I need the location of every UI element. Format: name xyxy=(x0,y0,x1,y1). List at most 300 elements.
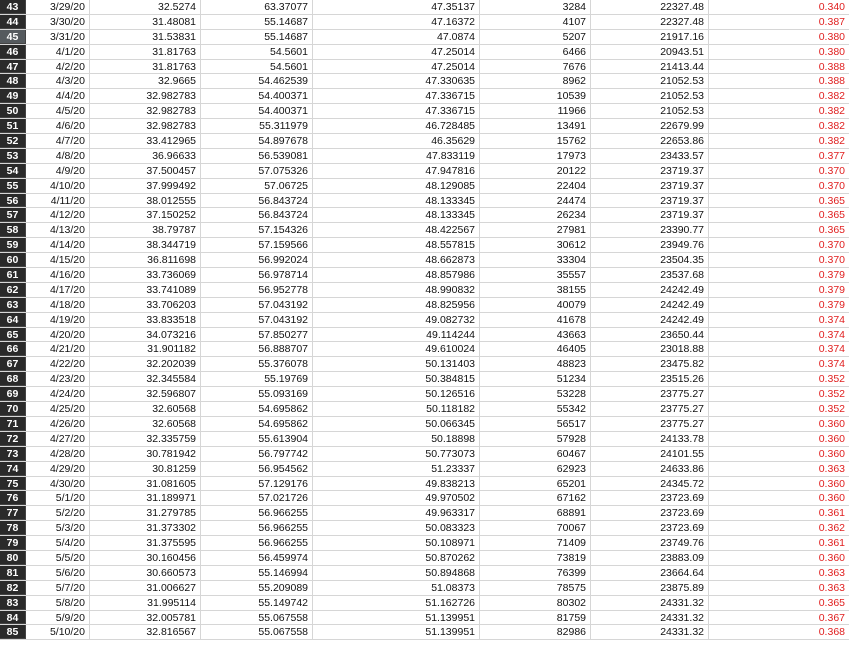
table-cell[interactable]: 0.388 xyxy=(818,75,845,88)
table-cell[interactable]: 4/5/20 xyxy=(26,104,90,118)
table-cell[interactable]: 36.96633 xyxy=(90,149,201,163)
table-cell[interactable]: 23537.68 xyxy=(591,268,709,282)
table-cell[interactable]: 81759 xyxy=(480,611,591,625)
table-cell[interactable]: 46405 xyxy=(480,342,591,356)
table-cell[interactable]: 0.380 xyxy=(818,30,845,43)
table-row[interactable] xyxy=(0,223,849,238)
table-row[interactable] xyxy=(0,298,849,313)
table-cell[interactable]: 43663 xyxy=(480,328,591,342)
row-header[interactable]: 60 xyxy=(0,253,26,267)
table-row[interactable] xyxy=(0,462,849,477)
table-cell[interactable]: 24242.49 xyxy=(591,283,709,297)
table-cell[interactable]: 55.093169 xyxy=(201,387,313,401)
table-cell[interactable]: 31.995114 xyxy=(90,596,201,610)
table-cell[interactable]: 27981 xyxy=(480,223,591,237)
table-cell[interactable]: 0.352 xyxy=(818,388,845,401)
table-cell[interactable]: 51234 xyxy=(480,372,591,386)
row-header[interactable]: 66 xyxy=(0,342,26,356)
table-cell[interactable]: 55.311979 xyxy=(201,119,313,133)
table-cell[interactable]: 5/4/20 xyxy=(26,536,90,550)
table-cell[interactable]: 4/12/20 xyxy=(26,208,90,222)
table-cell[interactable]: 4/29/20 xyxy=(26,462,90,476)
row-header[interactable]: 80 xyxy=(0,551,26,565)
row-header[interactable]: 46 xyxy=(0,45,26,59)
table-cell[interactable]: 26234 xyxy=(480,208,591,222)
table-cell[interactable]: 23749.76 xyxy=(591,536,709,550)
table-cell[interactable]: 56517 xyxy=(480,417,591,431)
table-cell[interactable]: 4/30/20 xyxy=(26,477,90,491)
table-cell[interactable]: 62923 xyxy=(480,462,591,476)
table-cell[interactable]: 55342 xyxy=(480,402,591,416)
row-header[interactable]: 85 xyxy=(0,625,26,639)
table-cell[interactable]: 4/7/20 xyxy=(26,134,90,148)
table-cell[interactable]: 0.352 xyxy=(818,373,845,386)
table-cell[interactable]: 3/31/20 xyxy=(26,30,90,44)
table-cell[interactable]: 37.999492 xyxy=(90,179,201,193)
table-cell[interactable]: 49.970502 xyxy=(313,491,480,505)
table-cell[interactable]: 32.5274 xyxy=(90,0,201,14)
table-cell[interactable]: 47.833119 xyxy=(313,149,480,163)
table-cell[interactable]: 3284 xyxy=(480,0,591,14)
table-row[interactable] xyxy=(0,149,849,164)
table-cell[interactable]: 0.361 xyxy=(818,537,845,550)
table-cell[interactable]: 21052.53 xyxy=(591,89,709,103)
table-cell[interactable]: 54.897678 xyxy=(201,134,313,148)
table-cell[interactable]: 37.500457 xyxy=(90,164,201,178)
table-row[interactable] xyxy=(0,611,849,626)
table-cell[interactable]: 0.368 xyxy=(818,626,845,639)
table-cell[interactable]: 48.825956 xyxy=(313,298,480,312)
table-cell[interactable]: 32.335759 xyxy=(90,432,201,446)
table-row[interactable] xyxy=(0,551,849,566)
row-header[interactable]: 51 xyxy=(0,119,26,133)
table-cell[interactable]: 0.387 xyxy=(818,15,845,28)
row-header[interactable]: 43 xyxy=(0,0,26,14)
row-header[interactable]: 62 xyxy=(0,283,26,297)
row-header[interactable]: 50 xyxy=(0,104,26,118)
table-cell[interactable]: 4107 xyxy=(480,15,591,29)
table-cell[interactable]: 31.48081 xyxy=(90,15,201,29)
row-header[interactable]: 59 xyxy=(0,238,26,252)
table-row[interactable] xyxy=(0,74,849,89)
table-cell[interactable]: 57.075326 xyxy=(201,164,313,178)
table-cell[interactable]: 36.811698 xyxy=(90,253,201,267)
row-header[interactable]: 81 xyxy=(0,566,26,580)
table-cell[interactable]: 30612 xyxy=(480,238,591,252)
table-cell[interactable]: 67162 xyxy=(480,491,591,505)
table-cell[interactable]: 50.131403 xyxy=(313,357,480,371)
row-header[interactable]: 48 xyxy=(0,74,26,88)
table-cell[interactable]: 4/9/20 xyxy=(26,164,90,178)
table-cell[interactable]: 32.816567 xyxy=(90,625,201,639)
table-cell[interactable]: 22404 xyxy=(480,179,591,193)
table-cell[interactable]: 33.706203 xyxy=(90,298,201,312)
table-cell[interactable]: 32.596807 xyxy=(90,387,201,401)
table-cell[interactable]: 23775.27 xyxy=(591,402,709,416)
table-cell[interactable]: 32.005781 xyxy=(90,611,201,625)
table-cell[interactable]: 3/29/20 xyxy=(26,0,90,14)
table-row[interactable] xyxy=(0,253,849,268)
table-cell[interactable]: 49.838213 xyxy=(313,477,480,491)
table-cell[interactable]: 51.139951 xyxy=(313,625,480,639)
table-cell[interactable]: 23018.88 xyxy=(591,342,709,356)
row-header[interactable]: 64 xyxy=(0,313,26,327)
table-cell[interactable]: 24242.49 xyxy=(591,313,709,327)
table-row[interactable] xyxy=(0,477,849,492)
table-cell[interactable]: 55.14687 xyxy=(201,30,313,44)
table-cell[interactable]: 23875.89 xyxy=(591,581,709,595)
table-cell[interactable]: 56.888707 xyxy=(201,342,313,356)
table-cell[interactable]: 37.150252 xyxy=(90,208,201,222)
table-row[interactable] xyxy=(0,0,849,15)
table-row[interactable] xyxy=(0,566,849,581)
table-cell[interactable]: 0.379 xyxy=(818,298,845,311)
table-cell[interactable]: 54.5601 xyxy=(201,60,313,74)
table-row[interactable] xyxy=(0,417,849,432)
table-cell[interactable]: 80302 xyxy=(480,596,591,610)
table-cell[interactable]: 4/23/20 xyxy=(26,372,90,386)
table-cell[interactable]: 55.376078 xyxy=(201,357,313,371)
table-row[interactable] xyxy=(0,15,849,30)
table-cell[interactable]: 22679.99 xyxy=(591,119,709,133)
table-cell[interactable]: 23775.27 xyxy=(591,417,709,431)
table-cell[interactable]: 50.870262 xyxy=(313,551,480,565)
table-cell[interactable]: 55.146994 xyxy=(201,566,313,580)
table-cell[interactable]: 50.894868 xyxy=(313,566,480,580)
table-cell[interactable]: 4/2/20 xyxy=(26,60,90,74)
table-cell[interactable]: 50.773073 xyxy=(313,447,480,461)
row-header[interactable]: 58 xyxy=(0,223,26,237)
table-cell[interactable]: 55.613904 xyxy=(201,432,313,446)
table-cell[interactable]: 5/1/20 xyxy=(26,491,90,505)
table-cell[interactable]: 23883.09 xyxy=(591,551,709,565)
table-cell[interactable]: 57.129176 xyxy=(201,477,313,491)
table-cell[interactable]: 82986 xyxy=(480,625,591,639)
table-row[interactable] xyxy=(0,238,849,253)
table-row[interactable] xyxy=(0,625,849,640)
table-cell[interactable]: 23650.44 xyxy=(591,328,709,342)
table-cell[interactable]: 24474 xyxy=(480,194,591,208)
table-cell[interactable]: 33.412965 xyxy=(90,134,201,148)
table-cell[interactable]: 24331.32 xyxy=(591,625,709,639)
table-cell[interactable]: 5/3/20 xyxy=(26,521,90,535)
table-row[interactable] xyxy=(0,372,849,387)
table-cell[interactable]: 47.35137 xyxy=(313,0,480,14)
table-cell[interactable]: 0.374 xyxy=(818,328,845,341)
table-cell[interactable]: 48.990832 xyxy=(313,283,480,297)
table-cell[interactable]: 54.695862 xyxy=(201,417,313,431)
table-cell[interactable]: 68891 xyxy=(480,506,591,520)
table-cell[interactable]: 23390.77 xyxy=(591,223,709,237)
table-cell[interactable]: 4/18/20 xyxy=(26,298,90,312)
table-cell[interactable]: 0.365 xyxy=(818,224,845,237)
table-cell[interactable]: 0.382 xyxy=(818,135,845,148)
row-header[interactable]: 63 xyxy=(0,298,26,312)
table-cell[interactable]: 4/3/20 xyxy=(26,74,90,88)
table-cell[interactable]: 23504.35 xyxy=(591,253,709,267)
table-cell[interactable]: 34.073216 xyxy=(90,328,201,342)
table-cell[interactable]: 30.160456 xyxy=(90,551,201,565)
table-cell[interactable]: 49.082732 xyxy=(313,313,480,327)
row-header[interactable]: 79 xyxy=(0,536,26,550)
table-cell[interactable]: 21052.53 xyxy=(591,74,709,88)
table-cell[interactable]: 4/26/20 xyxy=(26,417,90,431)
row-header[interactable]: 68 xyxy=(0,372,26,386)
table-cell[interactable]: 56.978714 xyxy=(201,268,313,282)
table-cell[interactable]: 0.360 xyxy=(818,551,845,564)
table-cell[interactable]: 30.81259 xyxy=(90,462,201,476)
row-header[interactable]: 52 xyxy=(0,134,26,148)
table-cell[interactable]: 50.108971 xyxy=(313,536,480,550)
table-cell[interactable]: 4/15/20 xyxy=(26,253,90,267)
table-cell[interactable]: 5/9/20 xyxy=(26,611,90,625)
table-cell[interactable]: 31.81763 xyxy=(90,45,201,59)
table-cell[interactable]: 32.982783 xyxy=(90,104,201,118)
table-cell[interactable]: 20943.51 xyxy=(591,45,709,59)
table-cell[interactable]: 4/11/20 xyxy=(26,194,90,208)
table-row[interactable] xyxy=(0,387,849,402)
row-header[interactable]: 74 xyxy=(0,462,26,476)
table-cell[interactable]: 56.992024 xyxy=(201,253,313,267)
table-cell[interactable]: 0.370 xyxy=(818,179,845,192)
table-cell[interactable]: 24101.55 xyxy=(591,447,709,461)
table-cell[interactable]: 51.162726 xyxy=(313,596,480,610)
table-cell[interactable]: 23719.37 xyxy=(591,194,709,208)
table-cell[interactable]: 55.14687 xyxy=(201,15,313,29)
table-cell[interactable]: 23723.69 xyxy=(591,506,709,520)
table-row[interactable] xyxy=(0,119,849,134)
table-cell[interactable]: 56.539081 xyxy=(201,149,313,163)
table-cell[interactable]: 57.021726 xyxy=(201,491,313,505)
row-header[interactable]: 78 xyxy=(0,521,26,535)
table-cell[interactable]: 35557 xyxy=(480,268,591,282)
table-cell[interactable]: 49.610024 xyxy=(313,342,480,356)
table-cell[interactable]: 10539 xyxy=(480,89,591,103)
table-cell[interactable]: 0.363 xyxy=(818,581,845,594)
table-cell[interactable]: 57.043192 xyxy=(201,313,313,327)
table-cell[interactable]: 57928 xyxy=(480,432,591,446)
table-cell[interactable]: 56.954562 xyxy=(201,462,313,476)
row-header[interactable]: 47 xyxy=(0,60,26,74)
table-row[interactable] xyxy=(0,30,849,45)
row-header[interactable]: 54 xyxy=(0,164,26,178)
table-cell[interactable]: 56.459974 xyxy=(201,551,313,565)
table-cell[interactable]: 54.695862 xyxy=(201,402,313,416)
table-cell[interactable]: 47.25014 xyxy=(313,60,480,74)
table-cell[interactable]: 31.81763 xyxy=(90,60,201,74)
table-cell[interactable]: 0.379 xyxy=(818,283,845,296)
table-cell[interactable]: 33.741089 xyxy=(90,283,201,297)
table-cell[interactable]: 0.352 xyxy=(818,403,845,416)
table-cell[interactable]: 0.361 xyxy=(818,507,845,520)
table-cell[interactable]: 22327.48 xyxy=(591,15,709,29)
table-cell[interactable]: 0.382 xyxy=(818,120,845,133)
table-row[interactable] xyxy=(0,89,849,104)
table-row[interactable] xyxy=(0,596,849,611)
row-header[interactable]: 45 xyxy=(0,30,26,44)
row-header[interactable]: 84 xyxy=(0,611,26,625)
table-cell[interactable]: 57.159566 xyxy=(201,238,313,252)
table-cell[interactable]: 56.966255 xyxy=(201,506,313,520)
table-cell[interactable]: 22653.86 xyxy=(591,134,709,148)
table-cell[interactable]: 24331.32 xyxy=(591,611,709,625)
table-cell[interactable]: 56.843724 xyxy=(201,194,313,208)
table-row[interactable] xyxy=(0,357,849,372)
table-cell[interactable]: 23719.37 xyxy=(591,179,709,193)
table-row[interactable] xyxy=(0,164,849,179)
table-cell[interactable]: 0.365 xyxy=(818,596,845,609)
table-cell[interactable]: 4/17/20 xyxy=(26,283,90,297)
table-cell[interactable]: 6466 xyxy=(480,45,591,59)
table-row[interactable] xyxy=(0,432,849,447)
table-cell[interactable]: 0.363 xyxy=(818,462,845,475)
table-cell[interactable]: 55.209089 xyxy=(201,581,313,595)
row-header[interactable]: 83 xyxy=(0,596,26,610)
table-cell[interactable]: 4/16/20 xyxy=(26,268,90,282)
table-cell[interactable]: 24633.86 xyxy=(591,462,709,476)
table-cell[interactable]: 0.388 xyxy=(818,60,845,73)
table-cell[interactable]: 21917.16 xyxy=(591,30,709,44)
table-cell[interactable]: 53228 xyxy=(480,387,591,401)
table-cell[interactable]: 46.728485 xyxy=(313,119,480,133)
table-cell[interactable]: 23475.82 xyxy=(591,357,709,371)
table-cell[interactable]: 4/21/20 xyxy=(26,342,90,356)
table-cell[interactable]: 60467 xyxy=(480,447,591,461)
table-cell[interactable]: 48.422567 xyxy=(313,223,480,237)
table-cell[interactable]: 7676 xyxy=(480,60,591,74)
table-cell[interactable]: 32.345584 xyxy=(90,372,201,386)
table-cell[interactable]: 31.081605 xyxy=(90,477,201,491)
table-cell[interactable]: 5/5/20 xyxy=(26,551,90,565)
table-cell[interactable]: 51.08373 xyxy=(313,581,480,595)
table-cell[interactable]: 56.952778 xyxy=(201,283,313,297)
table-cell[interactable]: 65201 xyxy=(480,477,591,491)
table-row[interactable] xyxy=(0,536,849,551)
table-cell[interactable]: 4/25/20 xyxy=(26,402,90,416)
row-header[interactable]: 75 xyxy=(0,477,26,491)
row-header[interactable]: 72 xyxy=(0,432,26,446)
row-header[interactable]: 76 xyxy=(0,491,26,505)
table-cell[interactable]: 32.60568 xyxy=(90,402,201,416)
table-cell[interactable]: 50.18898 xyxy=(313,432,480,446)
table-cell[interactable]: 73819 xyxy=(480,551,591,565)
table-cell[interactable]: 0.379 xyxy=(818,269,845,282)
table-cell[interactable]: 48.662873 xyxy=(313,253,480,267)
table-cell[interactable]: 4/28/20 xyxy=(26,447,90,461)
table-cell[interactable]: 31.53831 xyxy=(90,30,201,44)
table-cell[interactable]: 23775.27 xyxy=(591,387,709,401)
table-cell[interactable]: 50.126516 xyxy=(313,387,480,401)
table-cell[interactable]: 48.857986 xyxy=(313,268,480,282)
row-header[interactable]: 57 xyxy=(0,208,26,222)
table-cell[interactable]: 4/10/20 xyxy=(26,179,90,193)
table-cell[interactable]: 0.362 xyxy=(818,522,845,535)
table-cell[interactable]: 57.850277 xyxy=(201,328,313,342)
table-row[interactable] xyxy=(0,60,849,75)
table-cell[interactable]: 48.133345 xyxy=(313,194,480,208)
table-cell[interactable]: 47.336715 xyxy=(313,104,480,118)
table-cell[interactable]: 33304 xyxy=(480,253,591,267)
table-cell[interactable]: 0.340 xyxy=(818,1,845,13)
table-cell[interactable]: 46.35629 xyxy=(313,134,480,148)
table-row[interactable] xyxy=(0,179,849,194)
table-cell[interactable]: 5207 xyxy=(480,30,591,44)
table-cell[interactable]: 51.139951 xyxy=(313,611,480,625)
table-cell[interactable]: 50.118182 xyxy=(313,402,480,416)
table-cell[interactable]: 23664.64 xyxy=(591,566,709,580)
table-row[interactable] xyxy=(0,268,849,283)
table-cell[interactable]: 24242.49 xyxy=(591,298,709,312)
table-row[interactable] xyxy=(0,506,849,521)
table-row[interactable] xyxy=(0,342,849,357)
table-cell[interactable]: 31.189971 xyxy=(90,491,201,505)
table-cell[interactable]: 47.947816 xyxy=(313,164,480,178)
table-cell[interactable]: 21052.53 xyxy=(591,104,709,118)
table-cell[interactable]: 23719.37 xyxy=(591,164,709,178)
row-header[interactable]: 56 xyxy=(0,194,26,208)
table-cell[interactable]: 8962 xyxy=(480,74,591,88)
table-cell[interactable]: 23515.26 xyxy=(591,372,709,386)
table-cell[interactable]: 5/2/20 xyxy=(26,506,90,520)
row-header[interactable]: 65 xyxy=(0,328,26,342)
table-cell[interactable]: 4/4/20 xyxy=(26,89,90,103)
table-row[interactable] xyxy=(0,208,849,223)
table-row[interactable] xyxy=(0,491,849,506)
table-cell[interactable]: 17973 xyxy=(480,149,591,163)
table-row[interactable] xyxy=(0,581,849,596)
table-cell[interactable]: 4/22/20 xyxy=(26,357,90,371)
table-cell[interactable]: 20122 xyxy=(480,164,591,178)
row-header[interactable]: 70 xyxy=(0,402,26,416)
table-cell[interactable]: 32.982783 xyxy=(90,89,201,103)
table-cell[interactable]: 4/19/20 xyxy=(26,313,90,327)
table-cell[interactable]: 4/27/20 xyxy=(26,432,90,446)
table-cell[interactable]: 11966 xyxy=(480,104,591,118)
row-header[interactable]: 82 xyxy=(0,581,26,595)
table-cell[interactable]: 33.833518 xyxy=(90,313,201,327)
table-cell[interactable]: 4/14/20 xyxy=(26,238,90,252)
table-cell[interactable]: 4/13/20 xyxy=(26,223,90,237)
table-cell[interactable]: 38155 xyxy=(480,283,591,297)
table-cell[interactable]: 13491 xyxy=(480,119,591,133)
table-row[interactable] xyxy=(0,402,849,417)
table-cell[interactable]: 31.373302 xyxy=(90,521,201,535)
table-cell[interactable]: 5/10/20 xyxy=(26,625,90,639)
row-header[interactable]: 61 xyxy=(0,268,26,282)
row-header[interactable]: 44 xyxy=(0,15,26,29)
row-header[interactable]: 73 xyxy=(0,447,26,461)
row-header[interactable]: 53 xyxy=(0,149,26,163)
table-cell[interactable]: 0.365 xyxy=(818,209,845,222)
table-cell[interactable]: 4/8/20 xyxy=(26,149,90,163)
table-cell[interactable]: 0.382 xyxy=(818,105,845,118)
table-cell[interactable]: 38.79787 xyxy=(90,223,201,237)
table-cell[interactable]: 50.384815 xyxy=(313,372,480,386)
table-row[interactable] xyxy=(0,328,849,343)
table-cell[interactable]: 63.37077 xyxy=(201,0,313,14)
table-cell[interactable]: 4/24/20 xyxy=(26,387,90,401)
table-cell[interactable]: 55.067558 xyxy=(201,625,313,639)
table-cell[interactable]: 76399 xyxy=(480,566,591,580)
table-cell[interactable]: 55.149742 xyxy=(201,596,313,610)
table-cell[interactable]: 48823 xyxy=(480,357,591,371)
table-cell[interactable]: 5/8/20 xyxy=(26,596,90,610)
table-cell[interactable]: 23723.69 xyxy=(591,491,709,505)
table-cell[interactable]: 5/6/20 xyxy=(26,566,90,580)
table-cell[interactable]: 48.129085 xyxy=(313,179,480,193)
table-cell[interactable]: 54.462539 xyxy=(201,74,313,88)
table-cell[interactable]: 0.377 xyxy=(818,149,845,162)
